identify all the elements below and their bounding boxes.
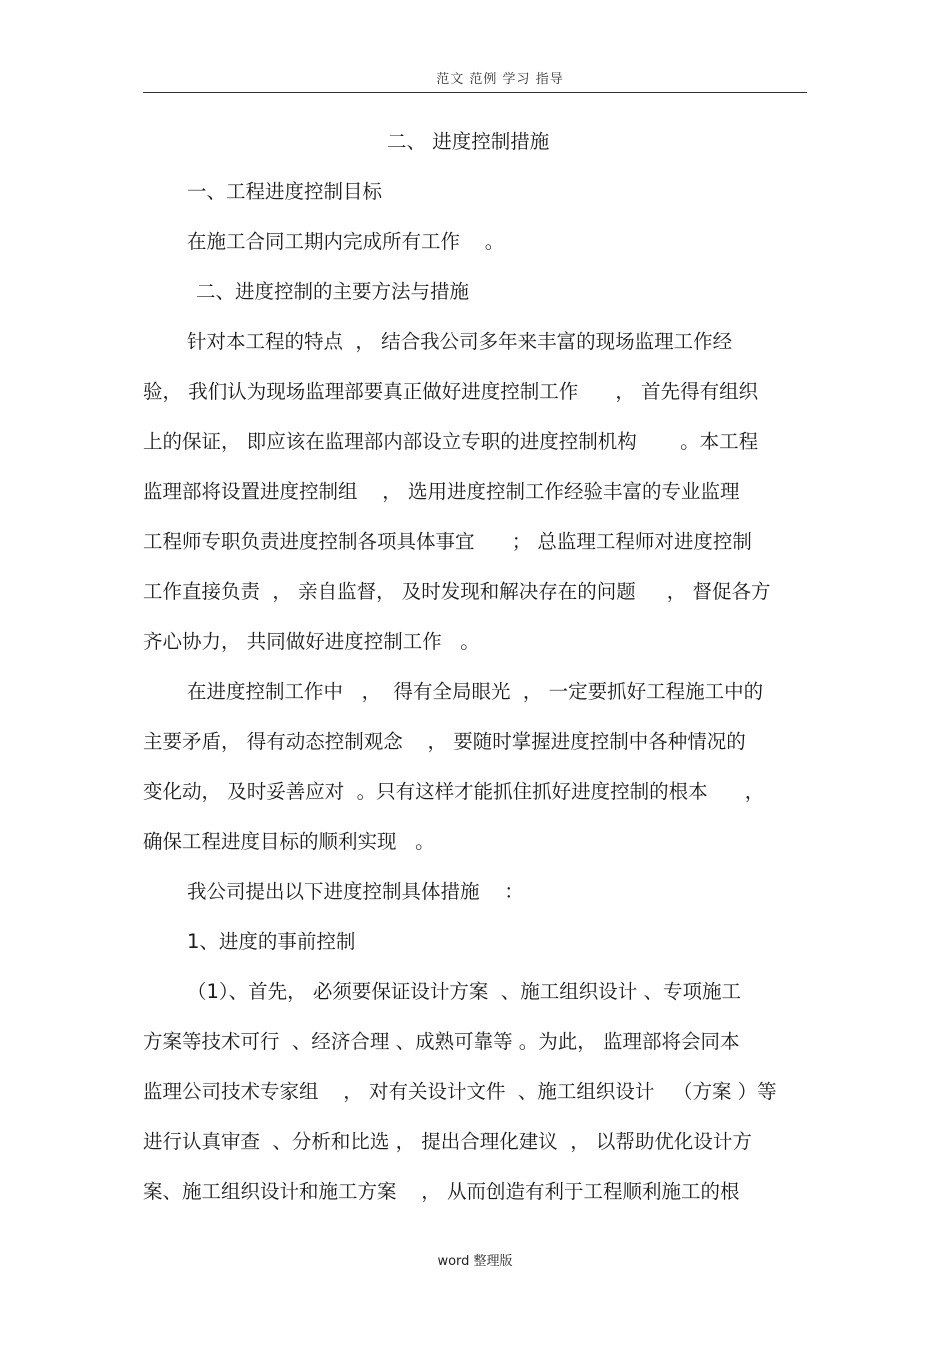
- subheading: 一、工程进度控制目标: [187, 180, 383, 203]
- paragraph-line: （1）、首先， 必须要保证设计方案 、施工组织设计 、专项施工: [187, 980, 741, 1003]
- paragraph-line: 确保工程进度目标的顺利实现 。: [143, 830, 435, 853]
- paragraph-line: 变化动， 及时妥善应对 。只有这样才能抓住抓好进度控制的根本 ，: [143, 780, 765, 803]
- paragraph-line: 主要矛盾， 得有动态控制观念 ， 要随时掌握进度控制中各种情况的: [143, 730, 746, 753]
- header-text: 范文 范例 学习 指导: [436, 72, 564, 87]
- paragraph-line: 我公司提出以下进度控制具体措施 ：: [187, 880, 524, 903]
- paragraph-line: 上的保证， 即应该在监理部内部设立专职的进度控制机构 。本工程: [143, 430, 759, 453]
- paragraph-line: 在施工合同工期内完成所有工作 。: [187, 230, 505, 253]
- subheading: 二、进度控制的主要方法与措施: [196, 280, 470, 303]
- paragraph-line: 验， 我们认为现场监理部要真正做好进度控制工作 ， 首先得有组织: [143, 380, 759, 403]
- paragraph-line: 工程师专职负责进度控制各项具体事宜 ； 总监理工程师对进度控制: [143, 530, 752, 553]
- subheading: 1、进度的事前控制: [187, 930, 356, 953]
- paragraph-line: 方案等技术可行 、经济合理 、成熟可靠等 。为此， 监理部将会同本: [143, 1030, 740, 1053]
- paragraph-line: 齐心协力， 共同做好进度控制工作 。: [143, 630, 480, 653]
- page-header: [143, 68, 807, 93]
- section-title: 二、 进度控制措施: [387, 130, 550, 153]
- paragraph-line: 进行认真审查 、分析和比选 ， 提出合理化建议 ， 以帮助优化设计方: [143, 1130, 752, 1153]
- paragraph-line: 工作直接负责 ， 亲自监督， 及时发现和解决存在的问题 ， 督促各方: [143, 580, 771, 603]
- paragraph-line: 针对本工程的特点 ， 结合我公司多年来丰富的现场监理工作经: [187, 330, 733, 353]
- paragraph-line: 在进度控制工作中 ， 得有全局眼光 ， 一定要抓好工程施工中的: [187, 680, 764, 703]
- paragraph-line: 监理部将设置进度控制组 ， 选用进度控制工作经验丰富的专业监理: [143, 480, 740, 503]
- page-footer: word 整理版: [437, 1254, 513, 1269]
- paragraph-line: 案、施工组织设计和施工方案 ， 从而创造有利于工程顺利施工的根: [143, 1180, 740, 1203]
- paragraph-line: 监理公司技术专家组 ， 对有关设计文件 、施工组织设计 （方案 ）等: [143, 1080, 777, 1103]
